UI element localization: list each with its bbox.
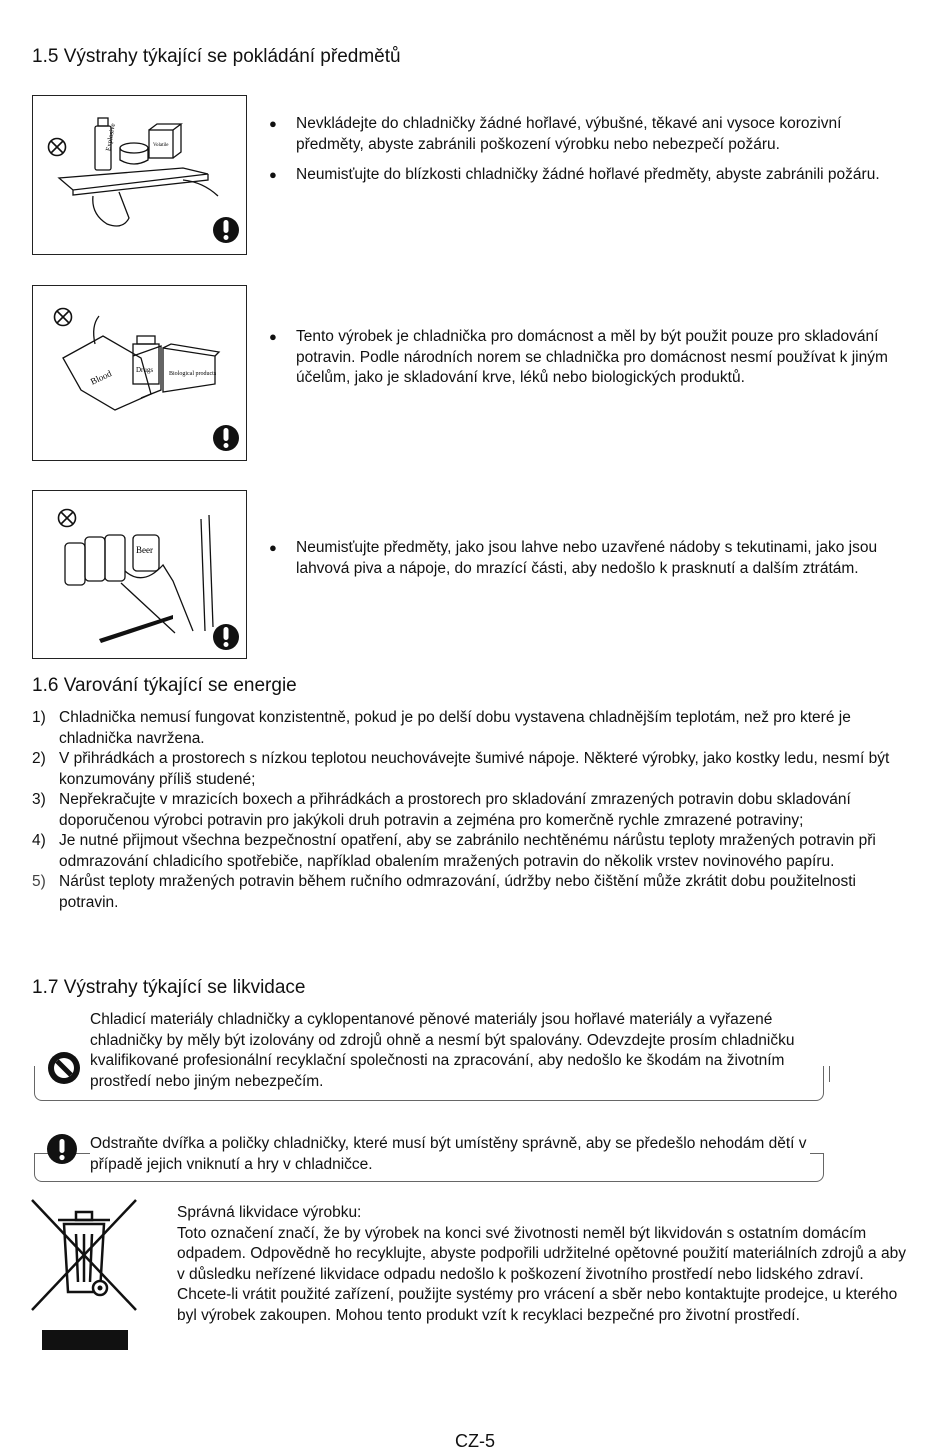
- svg-text:Beer: Beer: [136, 545, 153, 555]
- bullet-block-1: [268, 114, 908, 196]
- bullet-item: ● Neumisťujte předměty, jako jsou lahve nebo uzavřené nádoby s tekutinami, jako jsou lahvová piva a nápoje, do mrazící části, aby nedošlo k prasknutí a dalším ztrátám.: [268, 538, 908, 579]
- exclamation-icon: [213, 425, 239, 451]
- section-title-1-7: 1.7 Výstrahy týkající se likvidace: [32, 977, 306, 998]
- prohibition-icon: [55, 309, 72, 326]
- energy-warning-list: [32, 708, 912, 913]
- list-item: 2) V přihrádkách a prostorech s nízkou teplotou neuchovávejte šumivé nápoje. Některé výrobky, jako kostky ledu, nesmí být konzumovány příliš studené;: [32, 750, 890, 788]
- bullet-item: ● Neumisťujte do blízkosti chladničky žádné hořlavé předměty, abyste zabránili požáru.: [268, 165, 908, 186]
- bullet-block-3: [268, 538, 908, 589]
- illustration-flammable-items: [32, 95, 247, 255]
- exclamation-icon: [213, 217, 239, 243]
- no-entry-icon: [46, 1050, 82, 1093]
- svg-text:Explosive: Explosive: [104, 122, 118, 152]
- bullet-block-2: [268, 327, 908, 399]
- page-number: CZ-5: [455, 1431, 495, 1451]
- list-item: 4) Je nutné přijmout všechna bezpečnostní opatření, aby se zabránilo nechtěnému nárůstu teploty mražených potravin při odmrazování chladicího spotřebiče, například obalením mražených potravin do několik vrstev novinového papíru.: [32, 832, 876, 870]
- section-title-1-6: 1.6 Varování týkající se energie: [32, 675, 297, 696]
- exclamation-icon: [213, 624, 239, 650]
- disposal-info: [177, 1203, 912, 1326]
- svg-text:Drugs: Drugs: [136, 366, 154, 374]
- disposal-warning-text-2: Odstraňte dvířka a poličky chladničky, které musí být umístěny správně, aby se předešlo nehodám dětí v případě jejich vniknutí a hry v chladničce.: [90, 1134, 810, 1175]
- illustration-bottles: [32, 490, 247, 659]
- exclamation-icon: [46, 1133, 78, 1172]
- svg-text:Blood: Blood: [88, 368, 114, 387]
- svg-text:Biological products: Biological products: [169, 371, 217, 377]
- crossed-bin-icon: [28, 1196, 140, 1359]
- disposal-title: Správná likvidace výrobku:: [177, 1204, 362, 1221]
- bullet-item: ● Tento výrobek je chladnička pro domácnost a měl by být použit pouze pro skladování potravin. Podle národních norem se chladnička pro domácnost nesmí používat k jiným účelům, jako je skladování krve, léků nebo biologických produktů.: [268, 327, 908, 389]
- prohibition-icon: [49, 139, 66, 156]
- section-title-1-5: 1.5 Výstrahy týkající se pokládání předmětů: [32, 46, 401, 67]
- list-item: 5) Nárůst teploty mražených potravin během ručního odmrazování, údržby nebo čištění může zkrátit dobu použitelnosti potravin.: [32, 873, 856, 911]
- illustration-non-food-items: [32, 285, 247, 461]
- disposal-warning-text-1: Chladicí materiály chladničky a cyklopentanové pěnové materiály jsou hořlavé materiály a vyřazené chladničky by měly být izolovány od zdrojů ohně a nesmí být spalovány. Odevzdejte prosím chladničku kvalifikované profesionální recyklační společnosti na zpracování, aby nedošlo ke škodám na životním prostředí nebo jiným nebezpečím.: [90, 1011, 795, 1090]
- prohibition-icon: [59, 510, 76, 527]
- svg-text:Volatile: Volatile: [153, 143, 169, 148]
- bullet-item: ● Nevkládejte do chladničky žádné hořlavé, výbušné, těkavé ani vysoce korozivní předměty, abyste zabránili poškození výrobku nebo nebezpečí požáru.: [268, 114, 908, 155]
- list-item: 3) Nepřekračujte v mrazicích boxech a přihrádkách a prostorech pro skladování zmrazených potravin dobu skladování doporučenou výrobci potravin pro jakýkoli druh potravin a zejména pro komerčně rychle zmrazené potraviny;: [32, 791, 851, 829]
- disposal-text: Toto označení značí, že by výrobek na konci své životnosti neměl být likvidován s ostatním domácím odpadem. Odpovědně ho recyklujte, abyste podpořili udržitelné opětovné použití materiálních zdrojů a aby v důsledku neřízené likvidace odpadu nedošlo k poškození životního prostředí nebo lidského zdraví. Chcete-li vrátit použité zařízení, použijte systémy pro vrácení a sběr nebo kontaktujte prodejce, u kterého byl výrobek zakoupen. Mohou tento produkt vzít k recyklaci bezpečné pro životní prostředí.: [177, 1224, 906, 1324]
- list-item: 1) Chladnička nemusí fungovat konzistentně, pokud je po delší dobu vystavena chladnějším teplotám, než pro které je chladnička navržena.: [32, 709, 851, 747]
